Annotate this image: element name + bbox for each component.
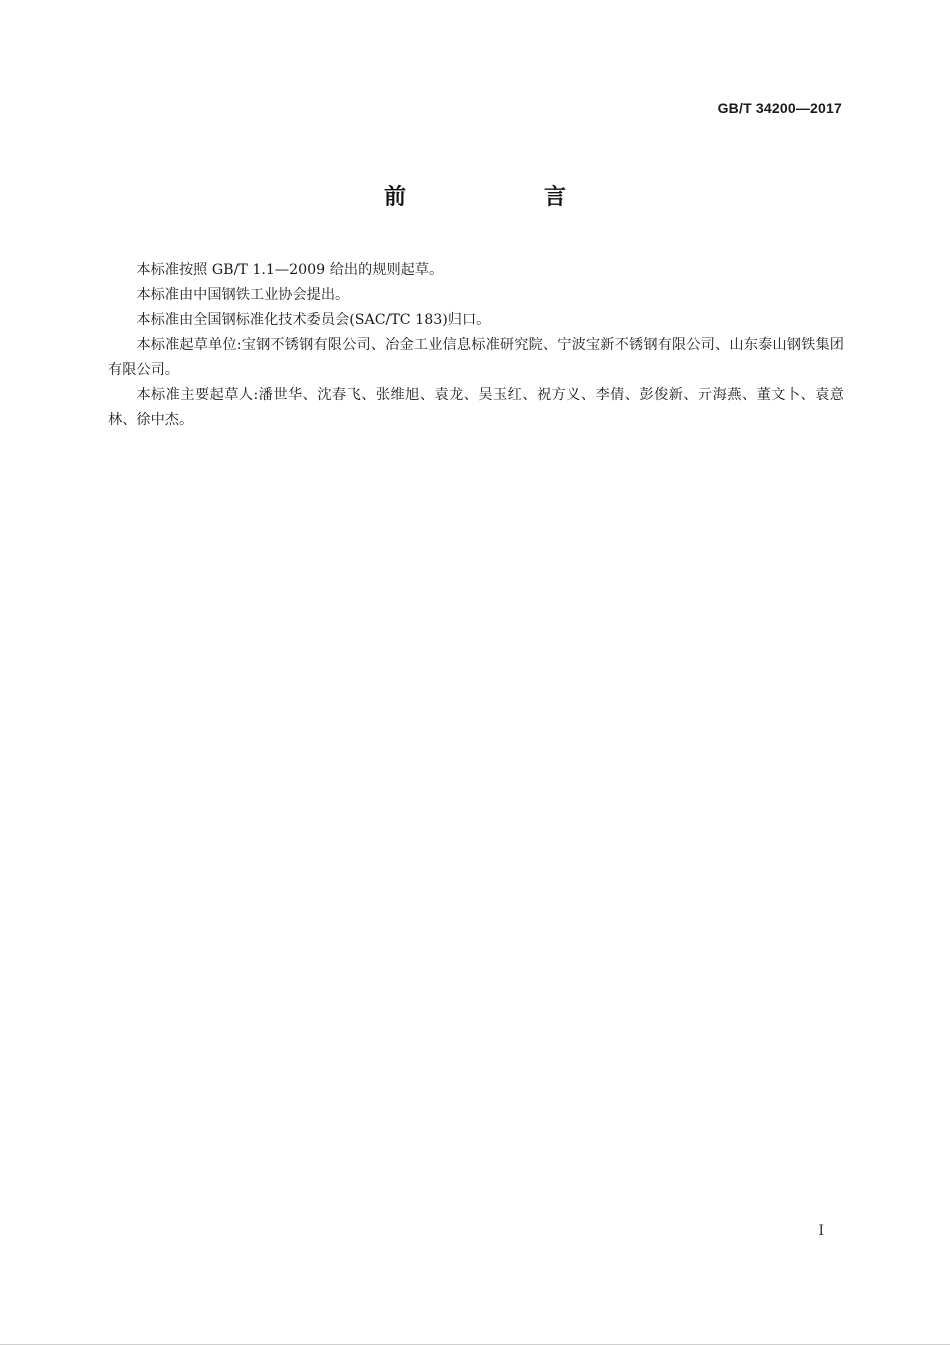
foreword-body [108,258,844,433]
page-number: I [818,1223,824,1239]
page-title: 前 言 [383,185,624,210]
paragraph-drafting-units: 本标准起草单位:宝钢不锈钢有限公司、冶金工业信息标准研究院、宁波宝新不锈钢有限公司、山东泰山钢铁集团有限公司。 [108,337,844,378]
paragraph-drafters: 本标准主要起草人:潘世华、沈春飞、张维旭、袁龙、吴玉红、祝方义、李倩、彭俊新、亓海燕、董文卜、袁意林、徐中杰。 [108,387,844,428]
paragraph-proposer: 本标准由中国钢铁工业协会提出。 [136,287,350,303]
paragraph-administration: 本标准由全国钢标准化技术委员会(SAC/TC 183)归口。 [136,312,491,328]
standard-number: GB/T 34200—2017 [717,100,842,116]
paragraph-drafting-rules: 本标准按照 GB/T 1.1—2009 给出的规则起草。 [136,262,444,278]
